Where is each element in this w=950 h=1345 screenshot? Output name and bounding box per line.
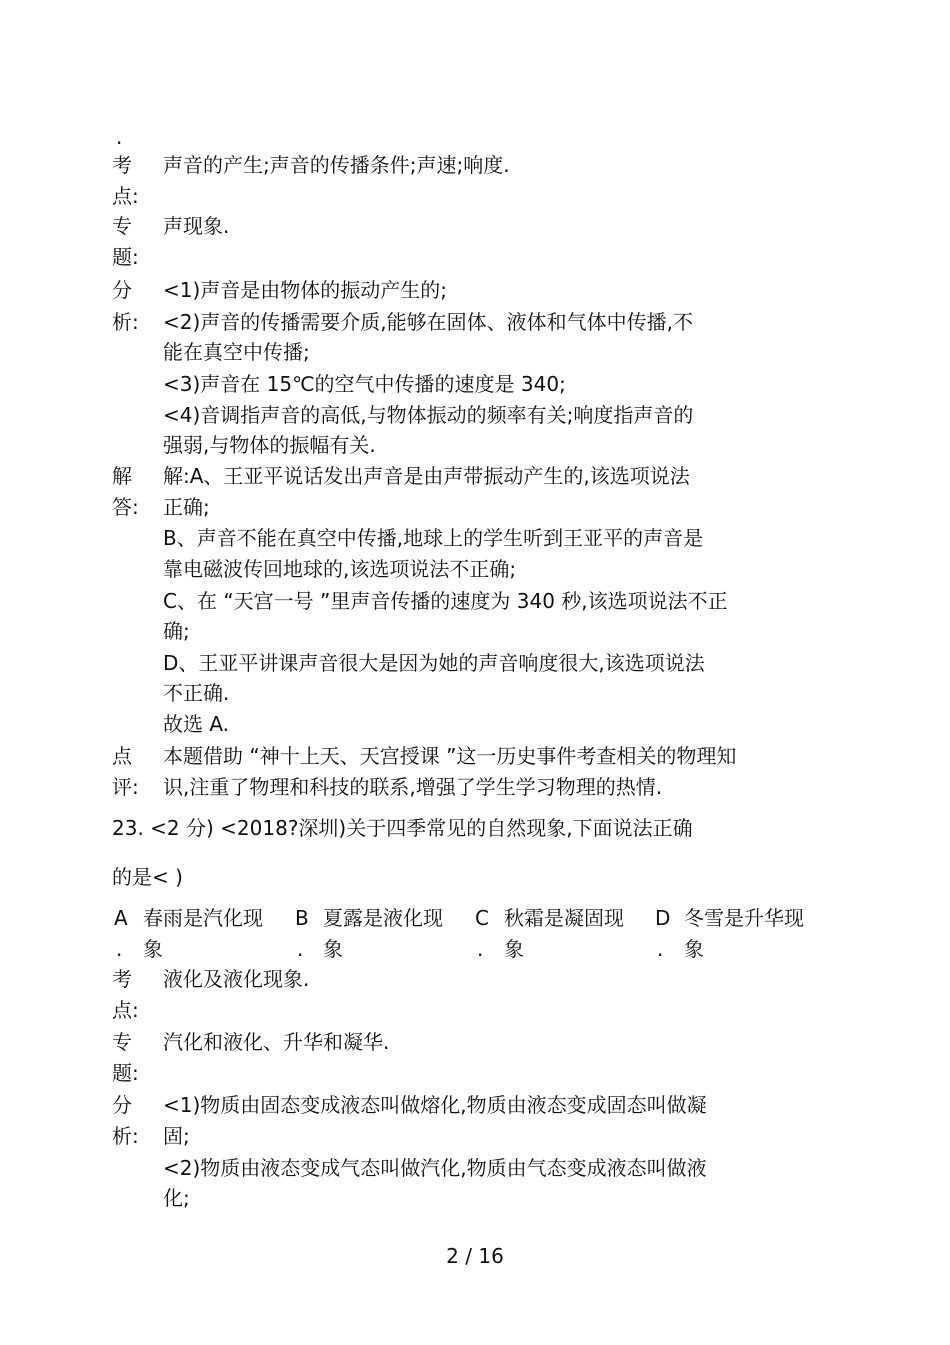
label-jieda: 解 [112, 464, 132, 488]
kaodian-text: 液化及液化现象. [163, 967, 310, 991]
fenxi-line: 能在真空中传播; [163, 340, 310, 364]
stray-dot: . [116, 125, 123, 149]
option-text: 冬雪是升华现 [684, 906, 804, 930]
page-indicator: 2 / 16 [446, 1244, 504, 1268]
option-text-2: 象 [143, 937, 163, 961]
jieda-line: D、王亚平讲课声音很大是因为她的声音响度很大,该选项说法 [163, 651, 705, 675]
jieda-line: 解:A、王亚平说话发出声音是由声带振动产生的,该选项说法 [163, 464, 690, 488]
jieda-line: 靠电磁波传回地球的,该选项说法不正确; [163, 557, 517, 581]
fenxi-line: <2)物质由液态变成气态叫做汽化,物质由气态变成液态叫做液 [163, 1156, 707, 1180]
option-letter: A [114, 906, 128, 930]
fenxi-line: <4)音调指声音的高低,与物体振动的频率有关;响度指声音的 [163, 403, 694, 427]
dianping-line: 本题借助 “神十上天、天宫授课 ”这一历史事件考查相关的物理知 [163, 744, 737, 768]
label-zhuanti-2: 题: [112, 1061, 139, 1085]
jieda-line: B、声音不能在真空中传播,地球上的学生听到王亚平的声音是 [163, 526, 704, 550]
option-text: 秋霜是凝固现 [504, 906, 624, 930]
label-dianping: 点 [112, 744, 132, 768]
dianping-line: 识,注重了物理和科技的联系,增强了学生学习物理的热情. [163, 775, 663, 799]
label-kaodian: 考 [112, 153, 132, 177]
option-letter: D [655, 906, 671, 930]
jieda-line: 确; [163, 619, 190, 643]
label-zhuanti-2: 题: [112, 245, 139, 269]
label-kaodian-2: 点: [112, 998, 139, 1022]
option-dot: . [477, 937, 484, 961]
fenxi-line: <1)物质由固态变成液态叫做熔化,物质由液态变成固态叫做凝 [163, 1093, 707, 1117]
fenxi-line: 固; [163, 1124, 190, 1148]
option-text-2: 象 [504, 937, 524, 961]
fenxi-line: <3)声音在 15℃的空气中传播的速度是 340; [163, 372, 566, 396]
jieda-line: C、在 “天宫一号 ”里声音传播的速度为 340 秒,该选项说法不正 [163, 589, 728, 613]
jieda-line: 正确; [163, 495, 210, 519]
label-jieda-2: 答: [112, 495, 139, 519]
option-dot: . [297, 937, 304, 961]
fenxi-line: <2)声音的传播需要介质,能够在固体、液体和气体中传播,不 [163, 310, 693, 334]
zhuanti-text: 声现象. [163, 214, 230, 238]
label-kaodian: 考 [112, 967, 132, 991]
label-kaodian-2: 点: [112, 184, 139, 208]
option-text-2: 象 [684, 937, 704, 961]
option-text-2: 象 [323, 937, 343, 961]
option-letter: B [295, 906, 309, 930]
option-text: 春雨是汽化现 [143, 906, 263, 930]
fenxi-line: 化; [163, 1186, 190, 1210]
question-stem-cont: 的是< ) [112, 865, 183, 889]
jieda-line: 不正确. [163, 681, 230, 705]
question-stem: 23. <2 分) <2018?深圳)关于四季常见的自然现象,下面说法正确 [112, 816, 693, 840]
fenxi-line: <1)声音是由物体的振动产生的; [163, 278, 448, 302]
zhuanti-text: 汽化和液化、升华和凝华. [163, 1030, 390, 1054]
label-dianping-2: 评: [112, 775, 139, 799]
label-fenxi-2: 析: [112, 1124, 139, 1148]
option-dot: . [657, 937, 664, 961]
option-text: 夏露是液化现 [323, 906, 443, 930]
label-fenxi-2: 析: [112, 310, 139, 334]
kaodian-text: 声音的产生;声音的传播条件;声速;响度. [163, 153, 510, 177]
label-zhuanti: 专 [112, 1030, 132, 1054]
jieda-line: 故选 A. [163, 712, 230, 736]
label-fenxi: 分 [112, 278, 132, 302]
option-dot: . [116, 937, 123, 961]
label-fenxi: 分 [112, 1093, 132, 1117]
fenxi-line: 强弱,与物体的振幅有关. [163, 433, 376, 457]
option-letter: C [475, 906, 489, 930]
label-zhuanti: 专 [112, 214, 132, 238]
